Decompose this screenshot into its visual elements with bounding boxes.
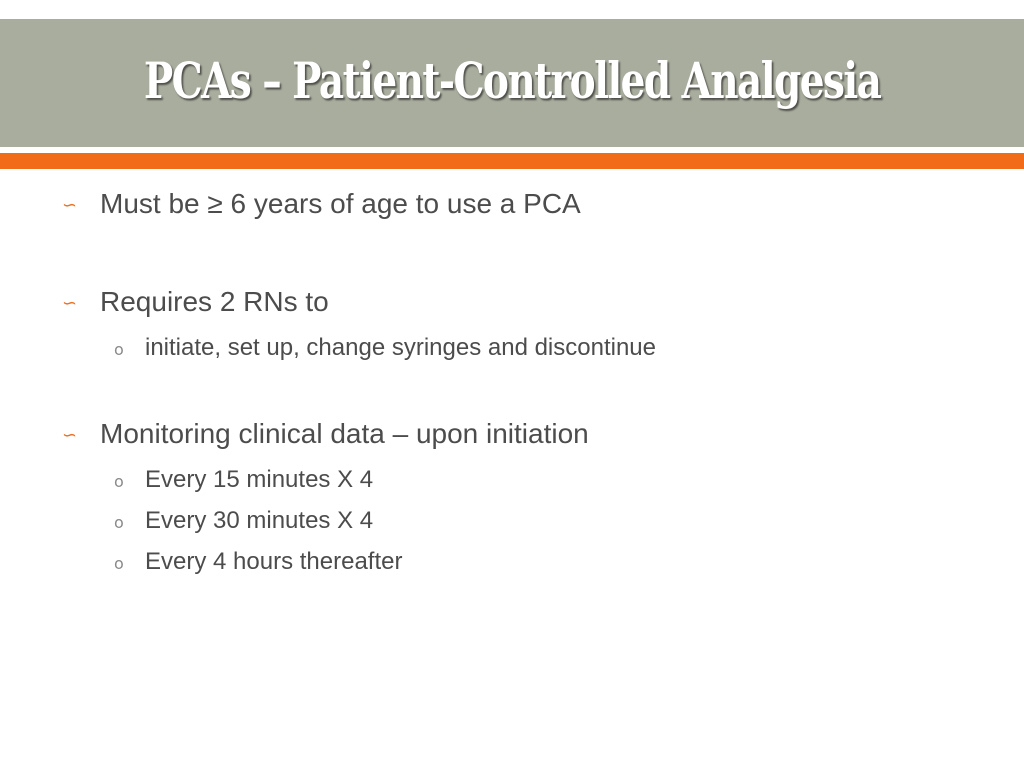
sub-bullet-text: Every 15 minutes X 4	[145, 466, 374, 493]
sub-bullet-item	[114, 548, 402, 576]
sub-bullet-item	[114, 466, 373, 494]
slide-title: PCAs – Patient-Controlled Analgesia	[143, 50, 881, 110]
bullet-text: Requires 2 RNs to	[100, 286, 329, 317]
sub-bullet-text: initiate, set up, change syringes and discontinue	[145, 334, 656, 361]
sub-bullet-circle-icon: o	[114, 340, 124, 359]
sub-bullet-text: Every 30 minutes X 4	[145, 507, 374, 534]
sub-bullet-item	[114, 334, 656, 362]
bullet-swirl-icon: ∽	[62, 195, 78, 216]
bullet-text: Must be ≥ 6 years of age to use a PCA	[100, 188, 581, 219]
sub-bullet-circle-icon: o	[114, 472, 124, 491]
sub-bullet-item	[114, 507, 373, 535]
bullet-item	[62, 286, 329, 318]
bullet-text: Monitoring clinical data – upon initiation	[100, 418, 589, 449]
bullet-swirl-icon: ∽	[62, 293, 78, 314]
sub-bullet-circle-icon: o	[114, 554, 124, 573]
bullet-swirl-icon: ∽	[62, 425, 78, 446]
bullet-item	[62, 188, 581, 220]
sub-bullet-circle-icon: o	[114, 513, 124, 532]
bullet-item	[62, 418, 589, 450]
sub-bullet-text: Every 4 hours thereafter	[145, 548, 403, 575]
